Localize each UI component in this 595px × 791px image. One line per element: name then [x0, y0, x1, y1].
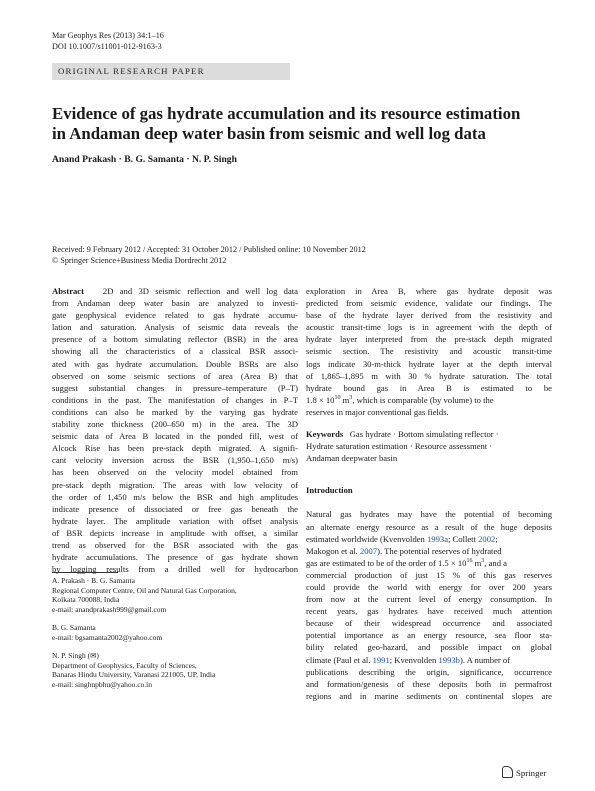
intro-line: an alternate energy resource as a result of the huge deposits	[306, 521, 552, 532]
title-line: Evidence of gas hydrate accumulation and its resource estimation	[52, 104, 521, 123]
affiliation-org: Regional Computer Centre, Oil and Natural Gas Corporation,	[52, 585, 237, 595]
abstract-line: hydrate accumulations. The presence of gas hydrate shown	[52, 552, 298, 563]
title-line: in Andaman deep water basin from seismic and well log data	[52, 124, 486, 143]
intro-line: because of their widespread occurrence and associated	[306, 618, 552, 629]
paper-title	[52, 104, 552, 144]
keywords-text: Gas hydrate · Bottom simulating reflector ·	[349, 429, 499, 440]
introduction-heading: Introduction	[306, 485, 353, 496]
affiliation-authors: A. Prakash · B. G. Samanta	[52, 576, 135, 585]
abstract-text: 1.8 × 10	[306, 394, 335, 405]
abstract-text: 2D and 3D seismic reflection and well log data	[102, 286, 298, 296]
affiliation-email: e-mail: singhnpbhu@yahoo.co.in	[52, 679, 153, 689]
affiliation-city: Banaras Hindu University, Varanasi 221005, UP, India	[52, 670, 216, 680]
intro-text: ). A number of	[459, 654, 511, 665]
abstract-line: hydrate layer. The amplitude variation with offset analysis	[52, 515, 298, 526]
intro-line: regions and in marine sediments on continental slopes are	[306, 690, 552, 701]
keywords-heading: Keywords	[306, 429, 344, 440]
keywords-line: Andaman deepwater basin	[306, 453, 398, 464]
springer-horse-icon	[502, 766, 513, 778]
abstract-line: reserves in major conventional gas fields.	[306, 406, 449, 417]
author-list: Anand Prakash · B. G. Samanta · N. P. Singh	[52, 154, 237, 165]
article-type-label: ORIGINAL RESEARCH PAPER	[58, 66, 205, 76]
abstract-line: hydrate bound gas in Area B is estimated to be	[306, 382, 552, 393]
abstract-line: exploration in Area B, where gas hydrate deposit was	[306, 286, 552, 296]
intro-text: Makogon et al.	[306, 545, 360, 556]
intro-line: potential importance as an energy resource, sea floor sta-	[306, 630, 552, 641]
abstract-line: pre-stack depth migration. The areas with low velocity of	[52, 479, 298, 490]
right-column	[306, 285, 552, 702]
affiliation-email: e-mail: anandprakash999@gmail.com	[52, 604, 167, 614]
publisher-name: Springer	[516, 768, 547, 778]
abstract-text: , which is comparable (by volume) to the	[352, 394, 494, 405]
abstract-line: gate geophysical evidence related to gas hydrate accumu-	[52, 310, 298, 321]
journal-citation-line: Mar Geophys Res (2013) 34:1–16	[52, 31, 164, 40]
affiliation-samanta	[52, 623, 162, 642]
publication-dates	[52, 244, 366, 266]
abstract-line: from Andaman deep water basin are analyzed to investi-	[52, 298, 298, 309]
intro-text: , and a	[484, 557, 507, 568]
intro-line	[306, 545, 552, 557]
abstract-line: acoustic transit-time logs is in agreement with the depth of	[306, 322, 552, 333]
intro-line: Natural gas hydrates may have the potential of becoming	[306, 509, 552, 520]
affiliation-authors: B. G. Samanta	[52, 623, 96, 632]
abstract-line: cant velocity inversion across the BSR (1,950–1,650 m/s)	[52, 455, 298, 466]
intro-line: bility related geo-hazard, and possible impact on global	[306, 642, 552, 653]
abstract-line: predicted from seismic evidence, validate our findings. The	[306, 298, 552, 309]
article-type-banner	[52, 63, 290, 80]
abstract-line: ated with gas hydrate accumulation. Double BSRs are also	[52, 358, 298, 369]
intro-line: publications describing the origin, significance, occurrence	[306, 666, 552, 677]
abstract-line: of 1,865–1,895 m with 30 % hydrate saturation. The total	[306, 370, 552, 381]
citation-link[interactable]: 1991	[372, 654, 390, 665]
abstract-line: base of the hydrate layer derived from the resistivity and	[306, 310, 552, 321]
keywords-line	[306, 428, 552, 440]
affiliation-org: Department of Geophysics, Faculty of Sciences,	[52, 660, 197, 670]
doi-line: DOI 10.1007/s11001-012-9163-3	[52, 41, 162, 51]
keywords-line: Hydrate saturation estimation · Resource assessment ·	[306, 441, 493, 452]
intro-text: ; Kvenvolden	[389, 654, 439, 665]
intro-text: ). The potential reserves of hydrated	[377, 545, 502, 556]
abstract-line: trend as observed for the BSR associated with the gas	[52, 539, 298, 550]
abstract-line: by logging results from a drilled well for hydrocarbon	[52, 564, 298, 575]
intro-line	[306, 654, 552, 666]
intro-text: climate (Paul et al.	[306, 654, 373, 665]
abstract-line: observed on some seismic sections of area (Area B) that	[52, 370, 298, 381]
intro-text: gas are estimated to be of the order of 1.5 × 10	[306, 557, 467, 568]
intro-line	[306, 533, 552, 545]
abstract-line: seismic data of Area B located in the ponded fill, west of	[52, 431, 298, 442]
abstract-column	[52, 285, 298, 575]
affiliation-email: e-mail: bgsamanta2002@yahoo.com	[52, 632, 163, 642]
citation-link[interactable]: 1993a	[427, 533, 449, 544]
citation-link[interactable]: 2007	[359, 545, 378, 556]
publisher-logo	[502, 766, 546, 778]
abstract-line: indicate presence of dissociated or free gas beneath the	[52, 503, 298, 514]
abstract-line: has been observed on the velocity model obtained from	[52, 467, 298, 478]
affiliation-prakash-samanta	[52, 576, 237, 614]
abstract-line: seismic section. The resistivity and acoustic transit-time	[306, 346, 552, 357]
copyright-line: © Springer Science+Business Media Dordrecht 2012	[52, 256, 227, 265]
abstract-line: showing all the characteristics of a classical BSR associ-	[52, 346, 298, 357]
footnote-rule	[52, 572, 118, 573]
abstract-line: logs indicate 30-m-thick hydrate layer at the depth interval	[306, 358, 552, 369]
superscript: 16	[466, 557, 473, 564]
journal-citation	[52, 31, 164, 52]
intro-text: m	[472, 557, 482, 568]
intro-line: from now at the current level of energy consumption. In	[306, 594, 552, 605]
intro-line: commercial production of just 15 % of this gas reserves	[306, 569, 552, 580]
citation-link[interactable]: 2002	[478, 533, 496, 544]
intro-line	[306, 557, 552, 569]
abstract-line: Alcock Rise has been pre-stack depth migrated. A signifi-	[52, 443, 298, 454]
abstract-line: of BSR depicts increase in amplitude with offset, a similar	[52, 527, 298, 538]
abstract-line: the order of 1,450 m/s below the BSR and high amplitudes	[52, 491, 298, 502]
abstract-line: conditions can also be marked by the varying gas hydrate	[52, 406, 298, 417]
abstract-heading: Abstract	[52, 286, 84, 296]
superscript: 3	[349, 394, 353, 401]
affiliation-authors: N. P. Singh (✉)	[52, 651, 99, 660]
intro-line: recent years, gas hydrates have received much attention	[306, 606, 552, 617]
abstract-line: stability zone thickness (200–650 m) in the area. The 3D	[52, 419, 298, 430]
dates-line: Received: 9 February 2012 / Accepted: 31 October 2012 / Published online: 10 November 2012	[52, 245, 366, 254]
intro-line: and formation/genesis of these deposits both in permafrost	[306, 678, 552, 689]
superscript: 3	[481, 557, 485, 564]
intro-text: ; Collett	[448, 533, 479, 544]
abstract-line	[52, 285, 298, 297]
affiliation-singh	[52, 651, 215, 689]
superscript: 10	[334, 394, 341, 401]
abstract-line: hydrate layer interpreted from the pre-stack depth migrated	[306, 334, 552, 345]
intro-text: estimated worldwide (Kvenvolden	[306, 533, 427, 544]
abstract-line: suggest substantial changes in pressure–temperature (P–T)	[52, 382, 298, 393]
abstract-text: m	[340, 394, 350, 405]
intro-line: could provide the world with energy for over 200 years	[306, 581, 552, 592]
abstract-line	[306, 394, 552, 406]
abstract-line: presence of a bottom simulating reflector (BSR) in the area	[52, 334, 298, 345]
abstract-line: conditions in the past. The manifestation of changes in P–T	[52, 394, 298, 405]
intro-text: ;	[495, 533, 498, 544]
abstract-line: lation and saturation. Analysis of seismic data reveals the	[52, 322, 298, 333]
affiliation-city: Kolkata 700088, India	[52, 595, 120, 605]
citation-link[interactable]: 1993b	[438, 654, 460, 665]
